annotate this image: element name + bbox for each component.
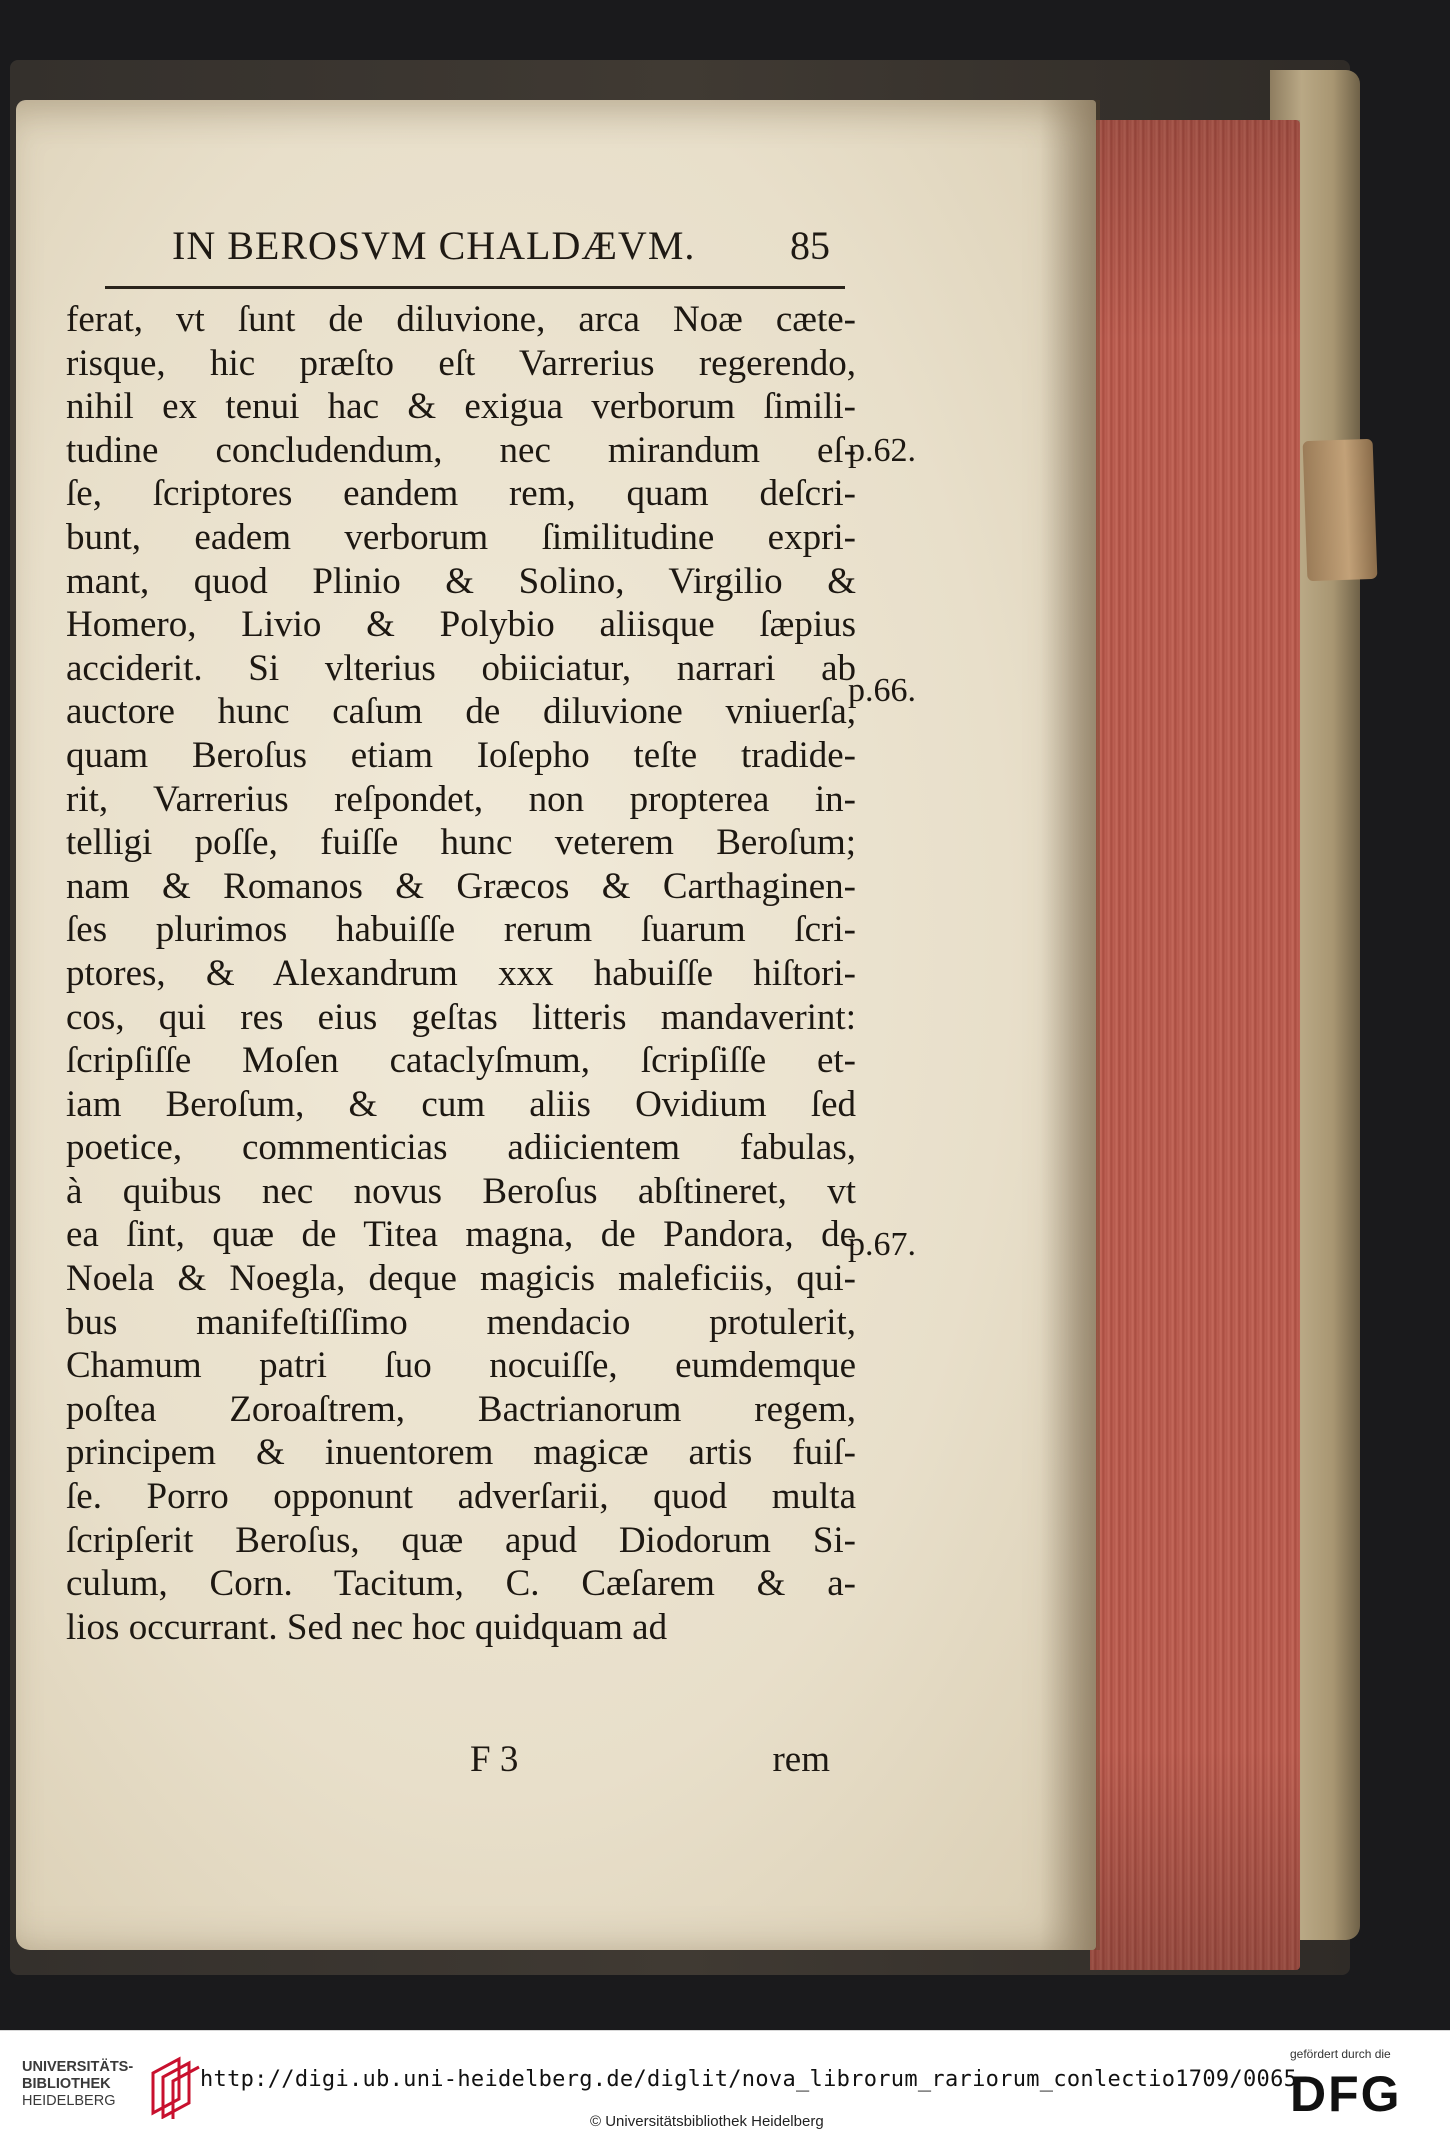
text-line: ea ſint, quæ de Titea magna, de Pandora, de: [66, 1214, 856, 1256]
text-line: poetice, commenticias adiicientem fabulas,: [66, 1127, 856, 1169]
binding-tab: [1303, 439, 1378, 581]
text-line: telligi poſſe, fuiſſe hunc veterem Beroſum;: [66, 822, 856, 864]
text-line: lios occurrant. Sed nec hoc quidquam ad: [66, 1606, 668, 1648]
text-line: ſes plurimos habuiſſe rerum ſuarum ſcri-: [66, 909, 856, 951]
text-line: nam & Romanos & Græcos & Carthaginen-: [66, 865, 856, 907]
text-line: Chamum patri ſuo nocuiſſe, eumdemque: [66, 1345, 856, 1387]
signature-mark: F 3: [470, 1739, 519, 1780]
text-line: ſe, ſcriptores eandem rem, quam deſcri-: [66, 473, 856, 515]
text-line: auctore hunc caſum de diluvione vniuerſa,: [66, 691, 856, 733]
text-line: ferat, vt ſunt de diluvione, arca Noæ cæte-: [66, 299, 856, 340]
margin-note: p.62.: [848, 432, 916, 469]
text-line: nihil ex tenui hac & exigua verborum ſimili-: [66, 386, 856, 428]
text-line: rit, Varrerius reſpondet, non propterea in-: [66, 778, 856, 820]
text-line: tudine concludendum, nec mirandum eſ-: [66, 429, 856, 471]
text-line: à quibus nec novus Beroſus abſtineret, vt: [66, 1170, 856, 1212]
catchword: rem: [772, 1739, 830, 1780]
page-foot: [470, 1738, 830, 1782]
margin-note: p.66.: [848, 672, 916, 709]
text-line: mant, quod Plinio & Solino, Virgilio &: [66, 560, 856, 602]
text-line: principem & inuentorem magicæ artis fuiſ-: [66, 1432, 856, 1474]
library-name-line: BIBLIOTHEK: [22, 2076, 111, 2092]
text-line: Noela & Noegla, deque magicis maleficiis, qui-: [66, 1258, 856, 1300]
text-line: ſcripſiſſe Moſen cataclyſmum, ſcripſiſſe et-: [66, 1040, 856, 1082]
funding-caption: gefördert durch die: [1290, 2047, 1391, 2061]
page-number: 85: [790, 223, 830, 268]
page-edges-shading: [1090, 120, 1300, 1970]
copyright-notice: © Universitätsbibliothek Heidelberg: [590, 2113, 824, 2130]
text-line: quam Beroſus etiam Ioſepho teſte tradide-: [66, 734, 856, 776]
text-line: Homero, Livio & Polybio aliisque ſæpius: [66, 604, 856, 646]
dfg-logo: DFG: [1290, 2066, 1402, 2122]
text-line: poſtea Zoroaſtrem, Bactrianorum regem,: [66, 1388, 856, 1430]
page-header: [150, 222, 850, 274]
text-line: cos, qui res eius geſtas litteris mandaverint:: [66, 996, 856, 1038]
header-rule: [105, 286, 845, 289]
library-logo-icon: [145, 2053, 201, 2119]
permalink-url[interactable]: http://digi.ub.uni-heidelberg.de/diglit/nova_librorum_rariorum_conlectio1709/0065: [200, 2067, 1298, 2092]
text-line: acciderit. Si vlterius obiiciatur, narrari ab: [66, 647, 856, 689]
page-gutter-shadow: [1040, 100, 1100, 1950]
text-line: ptores, & Alexandrum xxx habuiſſe hiſtori-: [66, 952, 856, 994]
text-line: bus manifeſtiſſimo mendacio protulerit,: [66, 1301, 856, 1343]
library-name-line: UNIVERSITÄTS-: [22, 2059, 134, 2075]
text-line: risque, hic præſto eſt Varrerius regerendo,: [66, 342, 856, 384]
text-line: bunt, eadem verborum ſimilitudine expri-: [66, 516, 856, 558]
running-head: IN BEROSVM CHALDÆVM.: [172, 223, 696, 268]
library-name: [22, 2059, 133, 2110]
viewer-footer: [0, 2030, 1450, 2135]
text-line: culum, Corn. Tacitum, C. Cæſarem & a-: [66, 1563, 856, 1605]
text-line: ſcripſerit Beroſus, quæ apud Diodorum Si-: [66, 1519, 856, 1561]
text-line: ſe. Porro opponunt adverſarii, quod multa: [66, 1476, 856, 1518]
library-name-line: HEIDELBERG: [22, 2093, 116, 2109]
margin-note: p.67.: [848, 1226, 916, 1263]
text-line: iam Beroſum, & cum aliis Ovidium ſed: [66, 1083, 856, 1125]
body-text: [66, 298, 856, 1649]
